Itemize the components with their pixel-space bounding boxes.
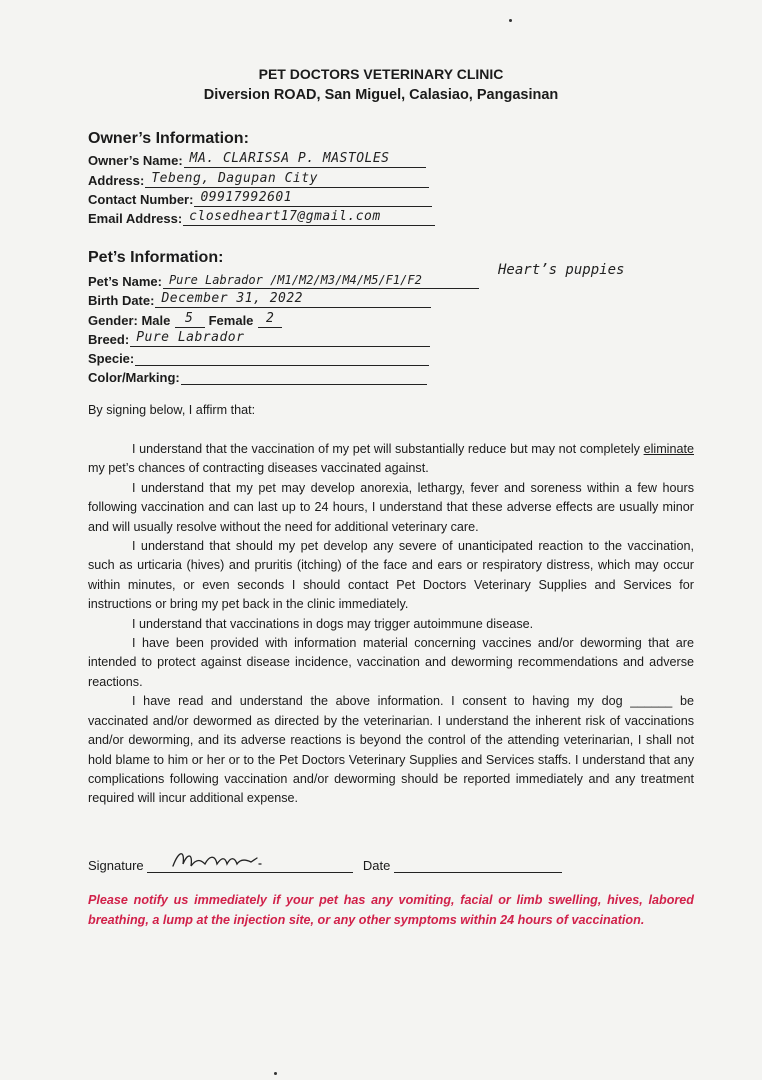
clinic-header [0,64,762,106]
owner-name-line[interactable] [184,150,426,168]
pet-gender-male-label: Gender: Male [88,313,171,328]
clinic-address: Diversion ROAD, San Miguel, Calasiao, Pangasinan [203,87,559,103]
pet-color-line[interactable] [181,367,427,385]
owner-name-label: Owner’s Name: [88,153,183,168]
pet-name-value: Pure Labrador /M1/M2/M3/M4/M5/F1/F2 [168,273,422,287]
consent-paragraph-2: I understand that my pet may develop anorexia, lethargy, fever and soreness within a few hours following vaccination and can last up to 24 hours, I understand that these adverse effects are usually minor and will usually resolve without the need for additional veterinary care. [88,480,694,534]
clinic-name: PET DOCTORS VETERINARY CLINIC [258,66,504,82]
pet-name-note: Heart’s puppies [498,262,625,278]
owner-name-field [88,150,426,168]
owner-contact-line[interactable] [194,189,432,207]
consent-paragraph-3: I understand that should my pet develop any severe of unanticipated reaction to the vaccination, such as urticaria (hives) and pruritis (itching) of the face and ears or respiratory distress, which may occur within minutes, or even seconds I should contact Pet Doctors Veterinary Supplies and Services for instructions or bring my pet back in the clinic immediately. [88,539,694,612]
signature-label: Signature [88,858,144,873]
consent-p1-text-end: my pet’s chances of contracting diseases vaccinated against. [88,461,429,476]
owner-section-title: Owner’s Information: [88,130,249,147]
owner-address-label: Address: [88,173,145,188]
handwritten-signature [171,846,263,872]
pet-gender-female-line[interactable] [258,310,282,328]
consent-paragraph-6: I have read and understand the above information. I consent to having my dog ______ be vaccinated and/or dewormed as directed by the veterinarian. I understand the inherent risk of vaccinations and/or deworming, and its adverse reactions is beyond the control of the attending veterinarian, I shall not hold blame to him or her or to the Pet Doctors Veterinary Supplies and Services staffs. I understand that any complications following vaccination and/or deworming should be reported immediately and any treatment required will incur additional expense. [88,694,694,806]
owner-contact-field [88,189,432,207]
owner-address-line[interactable] [145,170,429,188]
date-label: Date [362,858,391,873]
pet-breed-field [88,329,430,347]
owner-email-line[interactable] [183,208,435,226]
owner-address-value: Tebeng, Dagupan City [151,171,318,186]
date-line[interactable] [394,856,562,873]
pet-gender-female-value: 2 [266,311,275,326]
signature-row [88,856,562,873]
consent-paragraph-1 [88,440,694,479]
signature-line[interactable] [147,856,353,873]
consent-intro: By signing below, I affirm that: [88,403,256,417]
consent-paragraph-4: I understand that vaccinations in dogs may trigger autoimmune disease. [132,616,534,631]
pet-section-title: Pet’s Information: [88,249,224,266]
owner-email-label: Email Address: [88,211,183,226]
pet-gender-field [88,310,282,328]
consent-body [88,440,694,809]
pet-name-field [88,271,479,289]
consent-p1-underlined: eliminate [643,442,694,456]
owner-address-field [88,170,429,188]
owner-contact-label: Contact Number: [88,192,194,207]
pet-specie-line[interactable] [135,348,429,366]
speck [274,1072,277,1075]
pet-birthdate-line[interactable] [155,290,431,308]
pet-name-label: Pet’s Name: [88,274,162,289]
owner-email-value: closedheart17@gmail.com [189,209,381,224]
pet-gender-male-value: 5 [184,311,194,326]
pet-birthdate-label: Birth Date: [88,293,155,308]
speck [509,19,512,22]
consent-paragraph-5: I have been provided with information material concerning vaccines and/or deworming that are intended to protect against disease incidence, vaccination and deworming recommendations and adverse reactions. [88,636,694,689]
pet-specie-label: Specie: [88,351,135,366]
pet-birthdate-value: December 31, 2022 [161,291,304,306]
pet-name-line[interactable] [163,271,479,289]
pet-color-label: Color/Marking: [88,370,180,385]
pet-birthdate-field [88,290,431,308]
pet-breed-line[interactable] [130,329,430,347]
owner-contact-value: 09917992601 [200,190,293,205]
owner-name-value: MA. CLARISSA P. MASTOLES [189,151,390,166]
pet-specie-field [88,348,429,366]
consent-p1-text: I understand that the vaccination of my pet will substantially reduce but may not completely [132,442,644,456]
pet-breed-label: Breed: [88,332,130,347]
pet-gender-male-line[interactable] [175,310,205,328]
pet-color-field [88,367,427,385]
post-vaccination-notice: Please notify us immediately if your pet has any vomiting, facial or limb swelling, hives, labored breathing, a lump at the injection site, or any other symptoms within 24 hours of vaccination. [88,893,694,927]
pet-gender-female-label: Female [208,313,254,328]
pet-breed-value: Pure Labrador [136,330,245,345]
owner-email-field [88,208,435,226]
